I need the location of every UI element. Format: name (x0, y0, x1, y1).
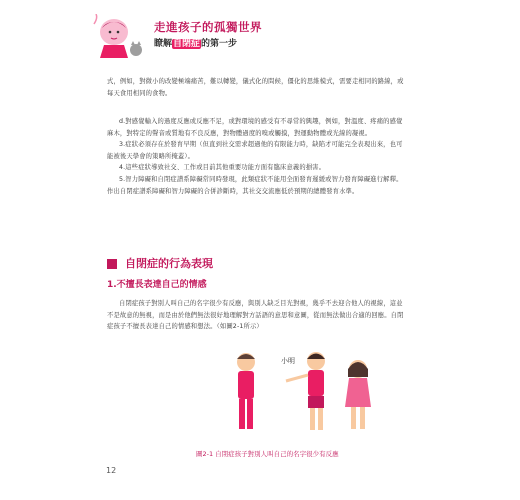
subtitle-highlight: 自閉症 (173, 39, 201, 49)
criteria-5: 5.智力障礙和自閉症譜系障礙常同時發現，此類症狀不能用全面發育遲緩或智力發育障礙進行解釋。作出自閉症譜系障礙和智力障礙的合併診斷時，其社交交流應低於預期的總體發育水準。 (107, 175, 403, 195)
children-illustration-icon (228, 345, 390, 435)
section-marker-icon (107, 259, 117, 269)
criteria-d: d.對感覺輸入的過度反應或反應不足，或對環境的感受有不尋常的興趣，例如，對溫度、疼痛的感覺麻木，對特定的聲音或質地有不良反應，對物體過度的嗅或觸摸，對運動物體或光線的凝視。 (107, 118, 403, 137)
section-title: 自閉症的行為表現 (125, 257, 213, 270)
paragraph-1-text: 式，例如，對微小的改變極端痛苦，難以轉變，儀式化的問候，僵化的思維模式，需要走相同的路線，或每天食用相同的食物。 (107, 78, 404, 97)
figure-caption: 圖2-1 自閉症孩子對別人叫自己的名字很少有反應 (196, 450, 339, 458)
running-header (92, 14, 292, 60)
criteria-3: 3.症狀必須存在於發育早期（但直到社交需求超過他的有限能力時，缺陷才可能完全表現出來，也可能被後天學會的策略所掩蓋）。 (107, 141, 403, 160)
paragraph-3-text: 自閉症孩子對別人叫自己的名字很少有反應，與別人缺乏目光對視，幾乎不去迎合他人的視線，這並不是故意的無視，而是由於他們無法很好地理解對方話語的意思和意圖，從而無法做出合適的回應。自閉症孩子不擅長表達自己的情感和想法。（如圖2-1所示） (107, 300, 404, 331)
subsection-title: 1.不擅長表達自己的情感 (107, 280, 207, 290)
paragraph-3 (107, 298, 407, 333)
subtitle-pre: 瞭解 (154, 39, 173, 49)
section-heading (107, 256, 407, 272)
book-title: 走進孩子的孤獨世界 (154, 20, 262, 34)
paragraph-2 (107, 116, 407, 197)
girl-with-cat-illustration-icon (92, 14, 162, 60)
figure-label: 小明 (281, 357, 295, 365)
subtitle-post: 的第一步 (201, 39, 238, 49)
paragraph-1 (107, 76, 407, 99)
criteria-4: 4.這些症狀導致社交、工作或目前其他重要功能方面有臨床意義的損害。 (119, 164, 326, 172)
book-subtitle (154, 36, 237, 49)
page-number: 12 (106, 466, 117, 475)
